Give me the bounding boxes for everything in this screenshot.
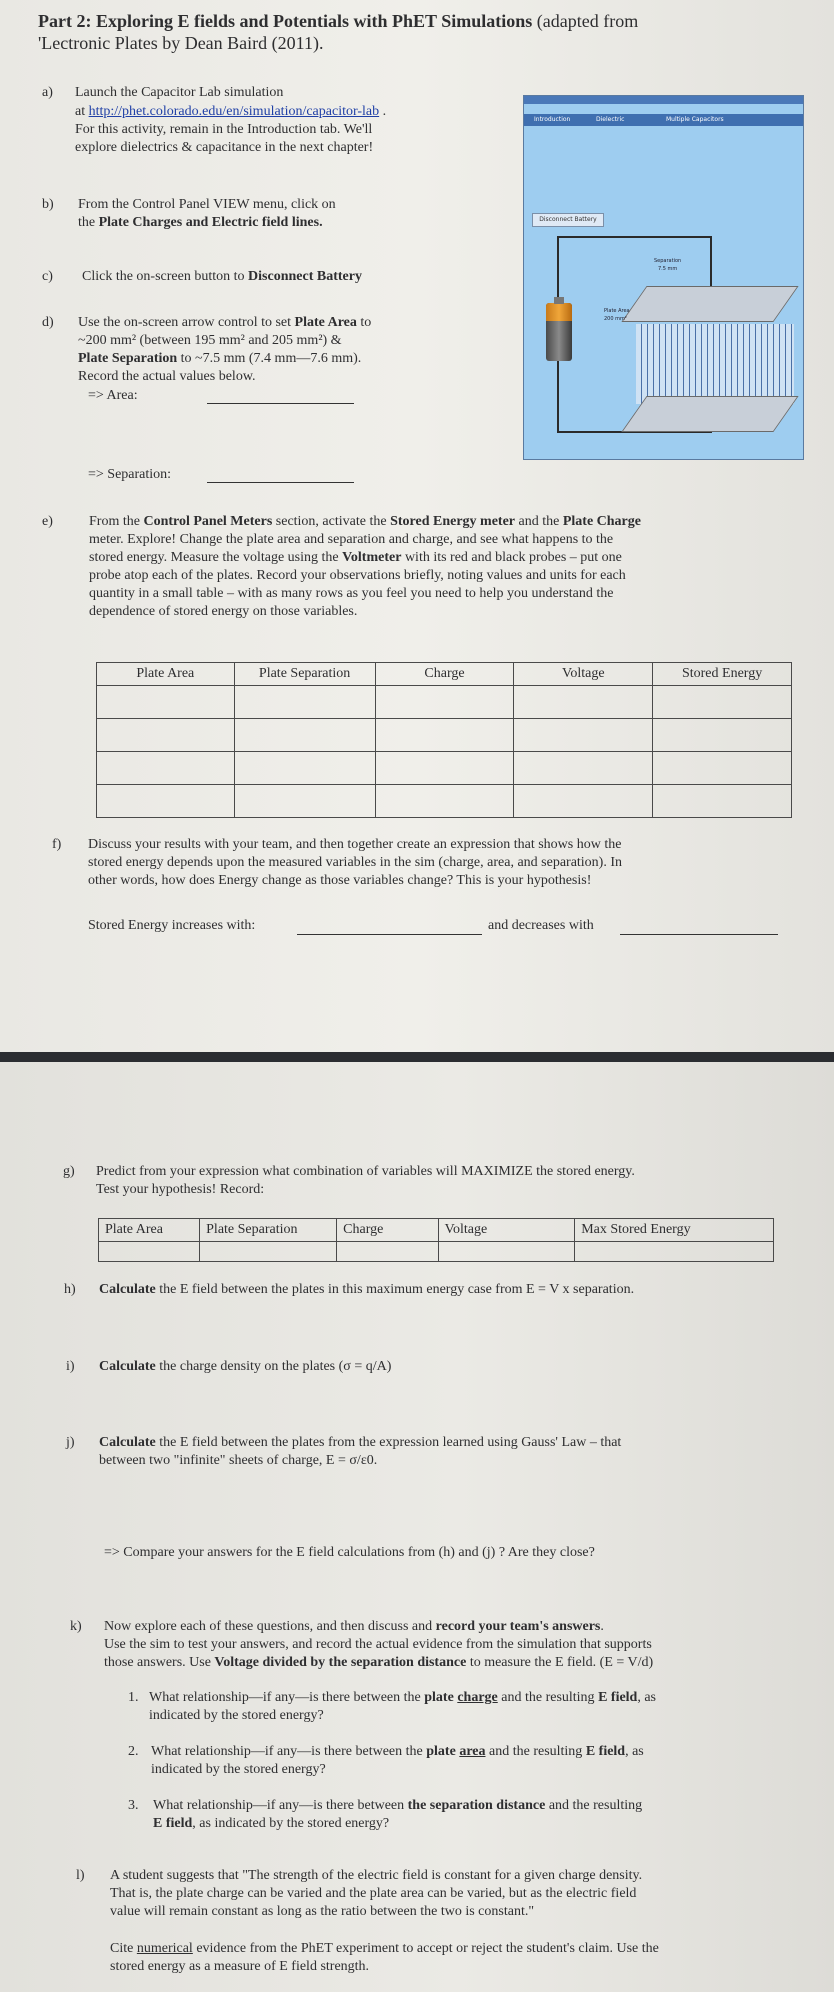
sim-wire-left-bottom bbox=[557, 361, 559, 431]
item-b-marker: b) bbox=[42, 197, 54, 212]
item-d-separation-range: to ~7.5 mm (7.4 mm—7.6 mm). bbox=[177, 351, 362, 366]
question-3-number: 3. bbox=[128, 1798, 139, 1813]
col-voltage-2: Voltage bbox=[438, 1219, 575, 1242]
item-e-line-2: meter. Explore! Change the plate area and separation and charge, and see what happens to the bbox=[89, 532, 614, 547]
increases-label: Stored Energy increases with: bbox=[88, 918, 256, 933]
question-2-line-1 bbox=[151, 1743, 644, 1761]
item-a-line-2 bbox=[75, 103, 386, 121]
item-k-line-2: Use the sim to test your answers, and record the actual evidence from the simulation that supports bbox=[104, 1637, 652, 1652]
sim-separation-value: 7.5 mm bbox=[658, 266, 678, 272]
item-h-rest: the E field between the plates in this maximum energy case from E = V x separation. bbox=[155, 1282, 635, 1297]
item-k-voltage-suffix: to measure the E field. (E = V/d) bbox=[466, 1655, 654, 1670]
item-b-line-2 bbox=[78, 214, 323, 232]
item-k-line-3 bbox=[104, 1654, 653, 1672]
question-2-number: 2. bbox=[128, 1744, 139, 1759]
sim-tab-introduction: Introduction bbox=[534, 116, 571, 123]
sim-wire-top-drop bbox=[710, 236, 712, 288]
item-e-prefix: From the bbox=[89, 514, 144, 529]
item-f-line-2: stored energy depends upon the measured variables in the sim (charge, area, and separation). In bbox=[88, 855, 623, 870]
col-voltage: Voltage bbox=[514, 663, 653, 686]
item-b-bold: Plate Charges and Electric field lines. bbox=[98, 215, 323, 230]
item-g-line-1: Predict from your expression what combination of variables will MAXIMIZE the stored energy. bbox=[96, 1164, 635, 1179]
item-l-line-3: value will remain constant as long as the ratio between the two is constant." bbox=[110, 1904, 535, 1919]
question-2-bold-plate: plate bbox=[426, 1744, 460, 1759]
item-a-link-suffix: . bbox=[379, 104, 387, 119]
item-l-line-1: A student suggests that "The strength of the electric field is constant for a given charge density. bbox=[110, 1868, 643, 1883]
sim-area-label: Plate Area bbox=[604, 308, 630, 314]
item-d-prefix: Use the on-screen arrow control to set bbox=[78, 315, 295, 330]
item-f-line-3: other words, how does Energy change as those variables change? This is your hypothesis! bbox=[88, 873, 592, 888]
col-stored-energy: Stored Energy bbox=[653, 663, 792, 686]
item-e-and: and the bbox=[515, 514, 563, 529]
table-cell[interactable] bbox=[653, 785, 792, 818]
item-l-marker: l) bbox=[76, 1868, 85, 1883]
item-c-bold: Disconnect Battery bbox=[248, 269, 362, 284]
item-d-line-2: ~200 mm² (between 195 mm² and 205 mm²) & bbox=[78, 333, 342, 348]
table-cell[interactable] bbox=[375, 752, 514, 785]
question-3-line-1 bbox=[153, 1797, 642, 1815]
separation-label: => Separation: bbox=[88, 467, 172, 482]
item-e-bold-charge: Plate Charge bbox=[562, 514, 641, 529]
item-i-marker: i) bbox=[66, 1359, 75, 1374]
decreases-answer-line[interactable] bbox=[620, 922, 778, 935]
question-3-prefix: What relationship—if any—is there between bbox=[153, 1798, 408, 1813]
table-cell[interactable] bbox=[97, 719, 235, 752]
col-plate-separation: Plate Separation bbox=[234, 663, 375, 686]
question-3-suffix: and the resulting bbox=[545, 1798, 643, 1813]
col-max-stored-energy: Max Stored Energy bbox=[575, 1219, 774, 1242]
table-row bbox=[99, 1242, 774, 1262]
capacitor-lab-screenshot bbox=[523, 95, 804, 460]
question-2-line-2: indicated by the stored energy? bbox=[151, 1762, 326, 1777]
sim-top-plate bbox=[621, 286, 798, 322]
question-1-bold-charge: charge bbox=[457, 1690, 498, 1705]
sim-battery-cap bbox=[554, 297, 564, 304]
item-d-bold-area: Plate Area bbox=[294, 315, 357, 330]
item-k-marker: k) bbox=[70, 1619, 82, 1634]
item-i-bold: Calculate bbox=[99, 1359, 156, 1374]
item-k-voltage-prefix: those answers. Use bbox=[104, 1655, 215, 1670]
item-d-bold-separation: Plate Separation bbox=[78, 351, 178, 366]
table-cell[interactable] bbox=[653, 719, 792, 752]
page-title bbox=[38, 10, 638, 32]
table-cell[interactable] bbox=[514, 719, 653, 752]
item-d-line-1 bbox=[78, 314, 371, 332]
sim-title-bar bbox=[524, 96, 803, 104]
item-k-bold-voltage: Voltage divided by the separation distance bbox=[214, 1655, 467, 1670]
item-e-line-6: dependence of stored energy on those variables. bbox=[89, 604, 358, 619]
item-a-link-prefix: at bbox=[75, 104, 89, 119]
item-j-bold: Calculate bbox=[99, 1435, 156, 1450]
item-e-mid: section, activate the bbox=[272, 514, 391, 529]
sim-wire-top bbox=[557, 236, 712, 238]
sim-disconnect-battery-button: Disconnect Battery bbox=[532, 213, 604, 227]
item-l-line-5: stored energy as a measure of E field strength. bbox=[110, 1959, 370, 1974]
title-bold: Part 2: Exploring E fields and Potentials with PhET Simulations bbox=[38, 11, 533, 31]
item-b-line-1: From the Control Panel VIEW menu, click on bbox=[78, 197, 336, 212]
table-row bbox=[97, 686, 792, 719]
item-j-rest: the E field between the plates from the expression learned using Gauss' Law – that bbox=[155, 1435, 622, 1450]
table-row bbox=[97, 785, 792, 818]
area-answer-line[interactable] bbox=[207, 391, 354, 404]
table-cell[interactable] bbox=[99, 1242, 200, 1262]
question-1-bold-plate: plate bbox=[424, 1690, 458, 1705]
table-cell[interactable] bbox=[97, 752, 235, 785]
item-a-line-4: explore dielectrics & capacitance in the next chapter! bbox=[75, 140, 374, 155]
cite-suffix: evidence from the PhET experiment to accept or reject the student's claim. Use the bbox=[192, 1941, 659, 1956]
sim-tab-multiple: Multiple Capacitors bbox=[666, 116, 724, 123]
table-cell[interactable] bbox=[514, 752, 653, 785]
col-plate-area-2: Plate Area bbox=[99, 1219, 200, 1242]
table-cell[interactable] bbox=[375, 785, 514, 818]
table-cell[interactable] bbox=[234, 785, 375, 818]
question-2-bold-area: area bbox=[459, 1744, 486, 1759]
table-cell[interactable] bbox=[653, 686, 792, 719]
table-cell[interactable] bbox=[200, 1242, 337, 1262]
item-e-line-1 bbox=[89, 513, 641, 531]
cite-numerical: numerical bbox=[136, 1941, 193, 1956]
item-k-line-1 bbox=[104, 1618, 604, 1636]
table-cell[interactable] bbox=[514, 686, 653, 719]
title-line-2: 'Lectronic Plates by Dean Baird (2011). bbox=[38, 33, 324, 53]
sim-field-lines bbox=[636, 324, 794, 404]
item-i-line-1 bbox=[99, 1358, 391, 1376]
item-j-line-2: between two "infinite" sheets of charge, E = σ/ε0. bbox=[99, 1453, 378, 1468]
area-label: => Area: bbox=[88, 388, 138, 403]
item-i-rest: the charge density on the plates (σ = q/A) bbox=[155, 1359, 392, 1374]
question-2-suffix: , as bbox=[625, 1744, 644, 1759]
item-d-line-3 bbox=[78, 350, 361, 368]
item-e-line-4: probe atop each of the plates. Record your observations briefly, noting values and units for each bbox=[89, 568, 626, 583]
item-f-line-1: Discuss your results with your team, and then together create an expression that shows how the bbox=[88, 837, 622, 852]
item-a-marker: a) bbox=[42, 85, 53, 100]
table-cell[interactable] bbox=[97, 785, 235, 818]
sim-separation-label: Separation bbox=[654, 258, 682, 264]
question-1-prefix: What relationship—if any—is there between the bbox=[149, 1690, 425, 1705]
question-2-prefix: What relationship—if any—is there between the bbox=[151, 1744, 427, 1759]
item-k-prefix: Now explore each of these questions, and then discuss and bbox=[104, 1619, 436, 1634]
question-1-mid: and the resulting bbox=[497, 1690, 599, 1705]
item-j-line-1 bbox=[99, 1434, 621, 1452]
table-cell[interactable] bbox=[375, 719, 514, 752]
sim-area-value: 200 mm² bbox=[604, 316, 627, 322]
item-e-line-3 bbox=[89, 549, 622, 567]
item-f-marker: f) bbox=[52, 837, 62, 852]
item-d-line-4: Record the actual values below. bbox=[78, 369, 256, 384]
sim-tab-dielectric: Dielectric bbox=[596, 116, 625, 123]
question-1-bold-efield: E field bbox=[598, 1690, 638, 1705]
item-l-line-4 bbox=[110, 1940, 659, 1958]
col-charge-2: Charge bbox=[337, 1219, 438, 1242]
item-c-marker: c) bbox=[42, 269, 53, 284]
table-cell[interactable] bbox=[653, 752, 792, 785]
item-l-line-2: That is, the plate charge can be varied and the plate area can be varied, but as the electric field bbox=[110, 1886, 637, 1901]
item-a-line-3: For this activity, remain in the Introduction tab. We'll bbox=[75, 122, 373, 137]
item-c-prefix: Click the on-screen button to bbox=[82, 269, 249, 284]
col-plate-separation-2: Plate Separation bbox=[200, 1219, 337, 1242]
table-cell[interactable] bbox=[337, 1242, 438, 1262]
item-a-line-1: Launch the Capacitor Lab simulation bbox=[75, 85, 284, 100]
question-3-line-2 bbox=[153, 1815, 389, 1833]
decreases-label: and decreases with bbox=[488, 918, 594, 933]
question-1-suffix: , as bbox=[637, 1690, 657, 1705]
question-1-line-1 bbox=[149, 1689, 656, 1707]
question-3-line-2-rest: , as indicated by the stored energy? bbox=[192, 1816, 390, 1831]
max-energy-table bbox=[98, 1218, 774, 1262]
table-cell[interactable] bbox=[234, 719, 375, 752]
sim-bottom-plate bbox=[621, 396, 798, 432]
item-e-line-5: quantity in a small table – with as many rows as you feel you need to help you understand the bbox=[89, 586, 614, 601]
item-k-suffix: . bbox=[600, 1619, 604, 1634]
question-1-number: 1. bbox=[128, 1690, 139, 1705]
page-divider bbox=[0, 1052, 834, 1062]
item-e-bold-energy: Stored Energy meter bbox=[390, 514, 516, 529]
item-e-bold-meters: Control Panel Meters bbox=[143, 514, 273, 529]
item-g-marker: g) bbox=[63, 1164, 75, 1179]
capacitor-lab-link[interactable]: http://phet.colorado.edu/en/simulation/capacitor-lab bbox=[88, 104, 380, 119]
table-cell[interactable] bbox=[575, 1242, 774, 1262]
separation-answer-line[interactable] bbox=[207, 470, 354, 483]
item-h-line-1 bbox=[99, 1281, 634, 1299]
item-e-bold-voltmeter: Voltmeter bbox=[342, 550, 402, 565]
item-k-bold: record your team's answers bbox=[435, 1619, 601, 1634]
table-cell[interactable] bbox=[234, 686, 375, 719]
item-e-marker: e) bbox=[42, 514, 53, 529]
item-e-voltmeter-suffix: with its red and black probes – put one bbox=[401, 550, 622, 565]
item-h-bold: Calculate bbox=[99, 1282, 156, 1297]
sim-battery-top bbox=[546, 303, 572, 321]
item-c-line-1 bbox=[82, 268, 362, 286]
worksheet-sheet-2 bbox=[0, 1062, 834, 1992]
table-row bbox=[97, 752, 792, 785]
item-g-line-2: Test your hypothesis! Record: bbox=[96, 1182, 265, 1197]
table-cell[interactable] bbox=[375, 686, 514, 719]
item-h-marker: h) bbox=[64, 1282, 76, 1297]
table-cell[interactable] bbox=[234, 752, 375, 785]
compare-prompt: => Compare your answers for the E field calculations from (h) and (j) ? Are they close? bbox=[104, 1545, 595, 1560]
sim-wire-left-top bbox=[557, 236, 559, 300]
col-charge: Charge bbox=[375, 663, 514, 686]
item-d-marker: d) bbox=[42, 315, 54, 330]
max-energy-table-header bbox=[99, 1219, 774, 1242]
increases-answer-line[interactable] bbox=[297, 922, 482, 935]
question-1-line-2: indicated by the stored energy? bbox=[149, 1708, 324, 1723]
table-cell[interactable] bbox=[438, 1242, 575, 1262]
item-d-suffix: to bbox=[356, 315, 372, 330]
question-2-mid: and the resulting bbox=[485, 1744, 586, 1759]
table-row bbox=[97, 719, 792, 752]
table-cell[interactable] bbox=[97, 686, 235, 719]
question-3-bold-separation: the separation distance bbox=[407, 1798, 546, 1813]
observations-table bbox=[96, 662, 792, 818]
title-normal: (adapted from bbox=[532, 11, 639, 31]
item-j-marker: j) bbox=[66, 1435, 75, 1450]
observations-table-header bbox=[97, 663, 792, 686]
cite-prefix: Cite bbox=[110, 1941, 137, 1956]
item-e-voltmeter-prefix: stored energy. Measure the voltage using the bbox=[89, 550, 343, 565]
question-3-bold-efield: E field bbox=[153, 1816, 193, 1831]
question-2-bold-efield: E field bbox=[585, 1744, 626, 1759]
table-cell[interactable] bbox=[514, 785, 653, 818]
col-plate-area: Plate Area bbox=[97, 663, 235, 686]
item-b-prefix: the bbox=[78, 215, 99, 230]
